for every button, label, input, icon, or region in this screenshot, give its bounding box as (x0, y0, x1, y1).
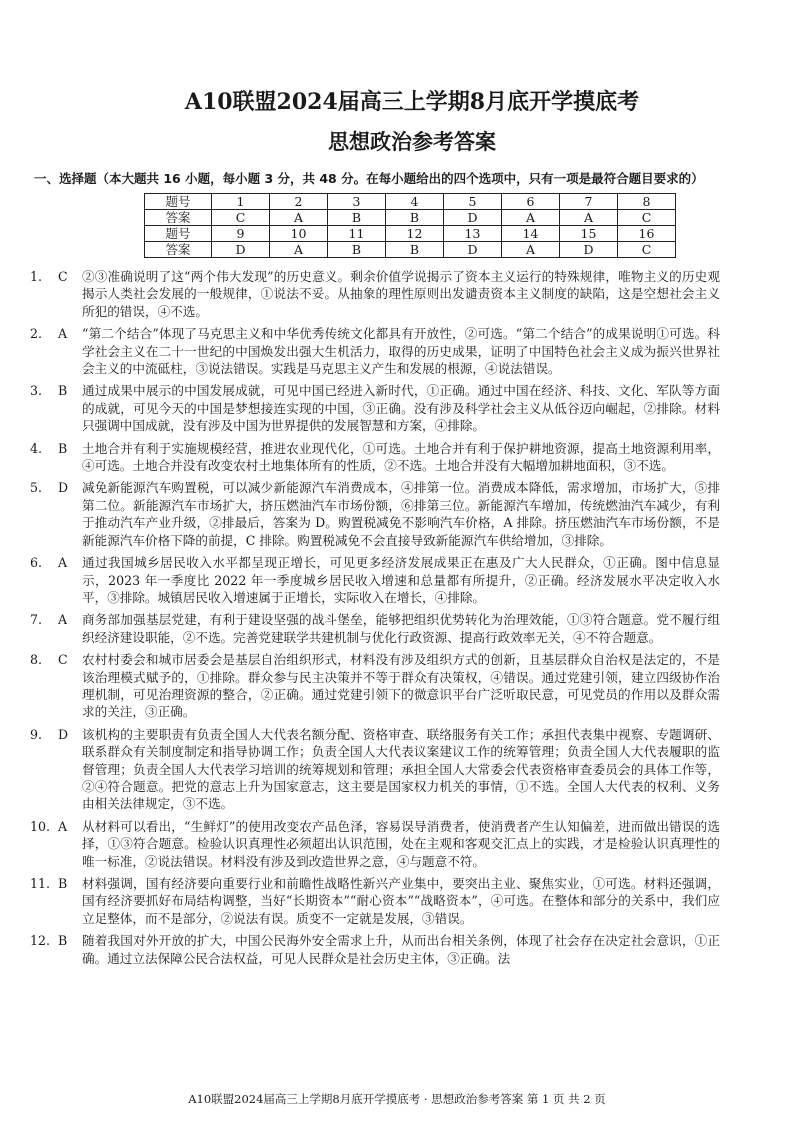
answer-table-cell: 16 (618, 226, 676, 242)
exam-title: A10联盟2024届高三上学期8月底开学摸底考 (184, 89, 640, 115)
answer-table-row (145, 210, 676, 226)
answer-table-cell: 2 (270, 194, 328, 210)
answer-subtitle: 思想政治参考答案 (328, 129, 496, 154)
item-number: 2. (30, 326, 43, 342)
answer-table-cell: D (212, 242, 270, 258)
item-explanation: 通过成果中展示的中国发展成就，可见中国已经进入新时代，①正确。通过中国在经济、科技、文化、军队等方面的成就，可见今天的中国是梦想接连实现的中国，③正确。没有涉及科学社会主义从低谷迈向崛起，②排除。材料只强调中国成就，没有涉及中国为世界提供的发展智慧和方案，④排除。 (82, 383, 720, 434)
explanation-list (30, 268, 720, 967)
answer-table-cell: 8 (618, 194, 676, 210)
answer-table-cell: 15 (560, 226, 618, 242)
answer-table-cell: C (618, 210, 676, 226)
explanation-item (30, 726, 720, 813)
item-number: 12. (30, 933, 51, 949)
item-answer: A (58, 612, 68, 628)
explanation-item (30, 875, 720, 927)
answer-table-row (145, 242, 676, 258)
answer-table-cell: 13 (444, 226, 502, 242)
explanation-item (30, 651, 720, 721)
item-answer: A (58, 326, 68, 342)
item-answer: D (58, 480, 69, 496)
item-answer: B (58, 383, 68, 399)
item-answer: A (58, 555, 68, 571)
answer-table-cell: 12 (386, 226, 444, 242)
item-number: 6. (30, 555, 43, 571)
answer-table-cell: 10 (270, 226, 328, 242)
answer-table-cell: B (386, 210, 444, 226)
explanation-item (30, 325, 720, 377)
answer-table-cell: A (502, 242, 560, 258)
answer-table-cell: D (444, 210, 502, 226)
answer-table-cell: B (328, 210, 386, 226)
item-number: 10. (30, 818, 51, 834)
item-explanation: 从材料可以看出，“生鲜灯”的使用改变农产品色泽，容易误导消费者，使消费者产生认知偏差，进而做出错误的选择，①③符合题意。检验认识真理性必须超出认识范围，处在主观和客观交汇点上的实践，才是检验认识真理性的唯一标准，②说法错误。材料没有涉及到改造世界之意，④与题意不符。 (82, 818, 720, 869)
item-number: 11. (30, 876, 51, 891)
answer-table-cell: 11 (328, 226, 386, 242)
item-number: 7. (30, 612, 43, 628)
answer-table-cell: 6 (502, 194, 560, 210)
item-explanation: 通过我国城乡居民收入水平都呈现正增长，可见更多经济发展成果正在惠及广大人民群众，①正确。图中信息显示，2023 年一季度比 2022 年一季度城乡居民收入增速和总量都有所提升，②正确。经济发展水平决定收入水平，③排除。城镇居民收入增速属于正增长，实际收入在增长，④排除。 (82, 555, 720, 605)
answer-table-cell: A (270, 210, 328, 226)
answer-table-header-cell: 题号 (145, 226, 212, 242)
item-explanation: ②③准确说明了这“两个伟大发现”的历史意义。剩余价值学说揭示了资本主义运行的特殊规律，唯物主义的历史观揭示人类社会发展的一般规律，①说法不妥。从抽象的理性原则出发谴责资本主义制度的缺陷，这是空想社会主义所犯的错误，④不选。 (82, 269, 720, 319)
answer-table (144, 193, 676, 258)
explanation-item (30, 479, 720, 549)
item-number: 9. (30, 726, 43, 742)
answer-table-cell: A (502, 210, 560, 226)
item-explanation: 土地合并有利于实施规模经营，推进农业现代化，①可选。土地合并有利于保护耕地资源，提高土地资源利用率，④可选。土地合并没有改变农村土地集体所有的性质，②不选。土地合并没有大幅增加耕地面积，③不选。 (82, 440, 720, 474)
item-number: 5. (30, 480, 43, 496)
item-number: 3. (30, 383, 43, 399)
answer-table-cell: B (386, 242, 444, 258)
answer-table-cell: C (212, 210, 270, 226)
answer-table-row (145, 226, 676, 242)
item-explanation: 减免新能源汽车购置税，可以减少新能源汽车消费成本，④排第一位。消费成本降低，需求增加，市场扩大，⑤排第二位。新能源汽车市场扩大，挤压燃油汽车市场份额，⑥排第三位。新能源汽车增加，传统燃油汽车减少，有利于推动汽车产业升级，②排最后，答案为 D。购置税减免不影响汽车价格，A 排除。挤压燃油汽车市场份额，不是新能源汽车价格下降的前提，C 排除。购置税减免不会直接导致新能源汽车供给增加，③排除。 (82, 480, 720, 548)
explanation-item (30, 554, 720, 606)
item-explanation: 随着我国对外开放的扩大，中国公民海外安全需求上升，从而出台相关条例，体现了社会存在决定社会意识，①正确。通过立法保障公民合法权益，可见人民群众是社会历史主体，③正确。法 (82, 933, 720, 966)
item-answer: B (58, 876, 68, 891)
answer-table-cell: 1 (212, 194, 270, 210)
answer-table-cell: A (560, 210, 618, 226)
item-number: 1. (30, 269, 43, 284)
item-explanation: 农村村委会和城市居委会是基层自治组织形式，材料没有涉及组织方式的创新，且基层群众自治权是法定的，不是该治理模式赋予的，①排除。群众参与民主决策并不等于群众有决策权，④错误。通过党建引领，建立四级协作治理机制，可见治理资源的整合，②正确。通过党建引领下的微意识平台广泛听取民意，可见党员的作用以及群众需求的关注，③正确。 (82, 652, 720, 720)
item-answer: B (58, 933, 68, 949)
item-answer: D (58, 726, 69, 742)
answer-table-cell: D (444, 242, 502, 258)
answer-table-cell: 4 (386, 194, 444, 210)
answer-table-cell: 5 (444, 194, 502, 210)
item-number: 8. (30, 652, 43, 668)
explanation-item (30, 818, 720, 870)
answer-table-cell: 7 (560, 194, 618, 210)
answer-table-cell: C (618, 242, 676, 258)
explanation-item (30, 440, 720, 475)
explanation-item (30, 611, 720, 646)
item-explanation: “第二个结合”体现了马克思主义和中华优秀传统文化都具有开放性，②可选。“第二个结合”的成果说明①可选。科学社会主义在二十一世纪的中国焕发出强大生机活力，取得的历史成果，证明了中国特色社会主义成为振兴世界社会主义的中流砥柱，③说法错误。实践是马克思主义产生和发展的根源，④说法错误。 (82, 326, 720, 377)
item-answer: B (58, 440, 68, 456)
item-answer: A (58, 818, 68, 834)
item-explanation: 商务部加强基层党建，有利于建设坚强的战斗堡垒，能够把组织优势转化为治理效能，①③符合题意。党不履行组织经济建设职能，②不选。完善党建联学共建机制与优化行政资源、提高行政效率无关，④不符合题意。 (82, 612, 720, 645)
explanation-item (30, 268, 720, 320)
answer-table-header-cell: 答案 (145, 242, 212, 258)
explanation-item (30, 382, 720, 434)
section-heading: 一、选择题（本大题共 16 小题，每小题 3 分，共 48 分。在每小题给出的四个选项中，只有一项是最符合题目要求的） (34, 171, 704, 186)
page-footer: A10联盟2024届高三上学期8月底开学摸底考 · 思想政治参考答案 第 1 页 共 2 页 (188, 1092, 606, 1106)
item-explanation: 材料强调，国有经济要向重要行业和前瞻性战略性新兴产业集中，要突出主业、聚焦实业，①可选。材料还强调，国有经济要抓好布局结构调整，当好“长期资本”“耐心资本”“战略资本”，④可选。在整体和部分的关系中，我们应立足整体，而不是部分，②说法有误。质变不一定就是发展，③错误。 (82, 876, 720, 926)
answer-table-cell: D (560, 242, 618, 258)
item-number: 4. (30, 440, 43, 456)
answer-table-cell: 14 (502, 226, 560, 242)
answer-table-row (145, 194, 676, 210)
item-explanation: 该机构的主要职责有负责全国人大代表名额分配、资格审查、联络服务有关工作；承担代表集中视察、专题调研、联系群众有关制度制定和指导协调工作；负责全国人大代表议案建议工作的统筹管理；负责全国人大代表履职的监督管理；负责全国人大代表学习培训的统筹规划和管理；承担全国人大常委会代表资格审查委员会的具体工作等，②④符合题意。把党的意志上升为国家意志，这主要是国家权力机关的事情，①不选。全国人大代表的权利、义务由相关法律规定，③不选。 (82, 726, 720, 812)
answer-table-cell: A (270, 242, 328, 258)
answer-table-header-cell: 答案 (145, 210, 212, 226)
answer-table-cell: 3 (328, 194, 386, 210)
answer-table-header-cell: 题号 (145, 194, 212, 210)
answer-table-cell: 9 (212, 226, 270, 242)
explanation-item (30, 932, 720, 967)
item-answer: C (58, 652, 68, 668)
item-answer: C (58, 269, 68, 284)
answer-table-cell: B (328, 242, 386, 258)
